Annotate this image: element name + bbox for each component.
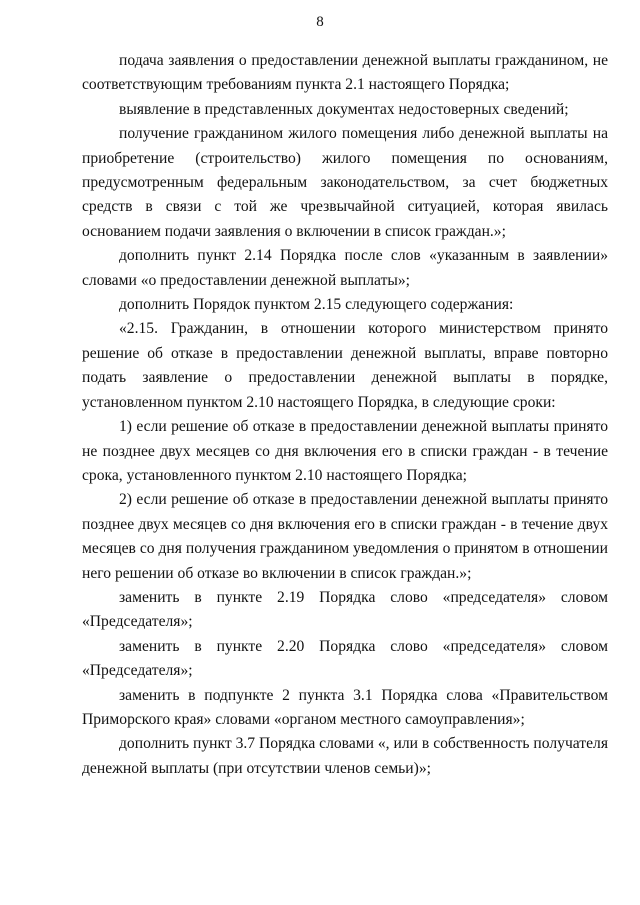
paragraph-3: получение гражданином жилого помещения либо денежной выплаты на приобретение (строительство) жилого помещения по основаниям, предусмотренным федеральным законодательством, за счет бюджетных средств в связи с той же чрезвычайной ситуацией, которая явилась основанием подачи заявления о включении в список граждан.»; [82, 125, 608, 240]
paragraph-8: 2) если решение об отказе в предоставлении денежной выплаты принято позднее двух месяцев со дня включения его в списки граждан - в течение двух месяцев со дня получения гражданином уведомления о принятом в отношении него решении об отказе во включении в список граждан.»; [82, 491, 608, 582]
paragraph-9: заменить в пункте 2.19 Порядка слово «председателя» словом «Председателя»; [82, 588, 608, 631]
document-body [82, 49, 608, 781]
paragraph-5: дополнить Порядок пунктом 2.15 следующего содержания: [119, 296, 514, 314]
page-number: 8 [316, 14, 324, 30]
paragraph-12: дополнить пункт 3.7 Порядка словами «, или в собственность получателя денежной выплаты (при отсутствии членов семьи)»; [82, 735, 608, 777]
paragraph-4: дополнить пункт 2.14 Порядка после слов «указанным в заявлении» словами «о предоставлении денежной выплаты»; [82, 247, 608, 289]
paragraph-1: подача заявления о предоставлении денежной выплаты гражданином, не соответствующим требованиям пункта 2.1 настоящего Порядка; [82, 52, 608, 94]
paragraph-2: выявление в представленных документах недостоверных сведений; [119, 100, 569, 118]
paragraph-11: заменить в подпункте 2 пункта 3.1 Порядка слова «Правительством Приморского края» словами «органом местного самоуправления»; [82, 686, 608, 728]
paragraph-7: 1) если решение об отказе в предоставлении денежной выплаты принято не позднее двух месяцев со дня включения его в списки граждан - в течение срока, установленного пунктом 2.10 настоящего Порядка; [82, 418, 608, 484]
paragraph-10: заменить в пункте 2.20 Порядка слово «председателя» словом «Председателя»; [82, 637, 608, 680]
paragraph-6: «2.15. Гражданин, в отношении которого министерством принято решение об отказе в предоставлении денежной выплаты, вправе повторно подать заявление о предоставлении денежной выплаты в порядке, установленном пунктом 2.10 настоящего Порядка, в следующие сроки: [82, 320, 608, 411]
